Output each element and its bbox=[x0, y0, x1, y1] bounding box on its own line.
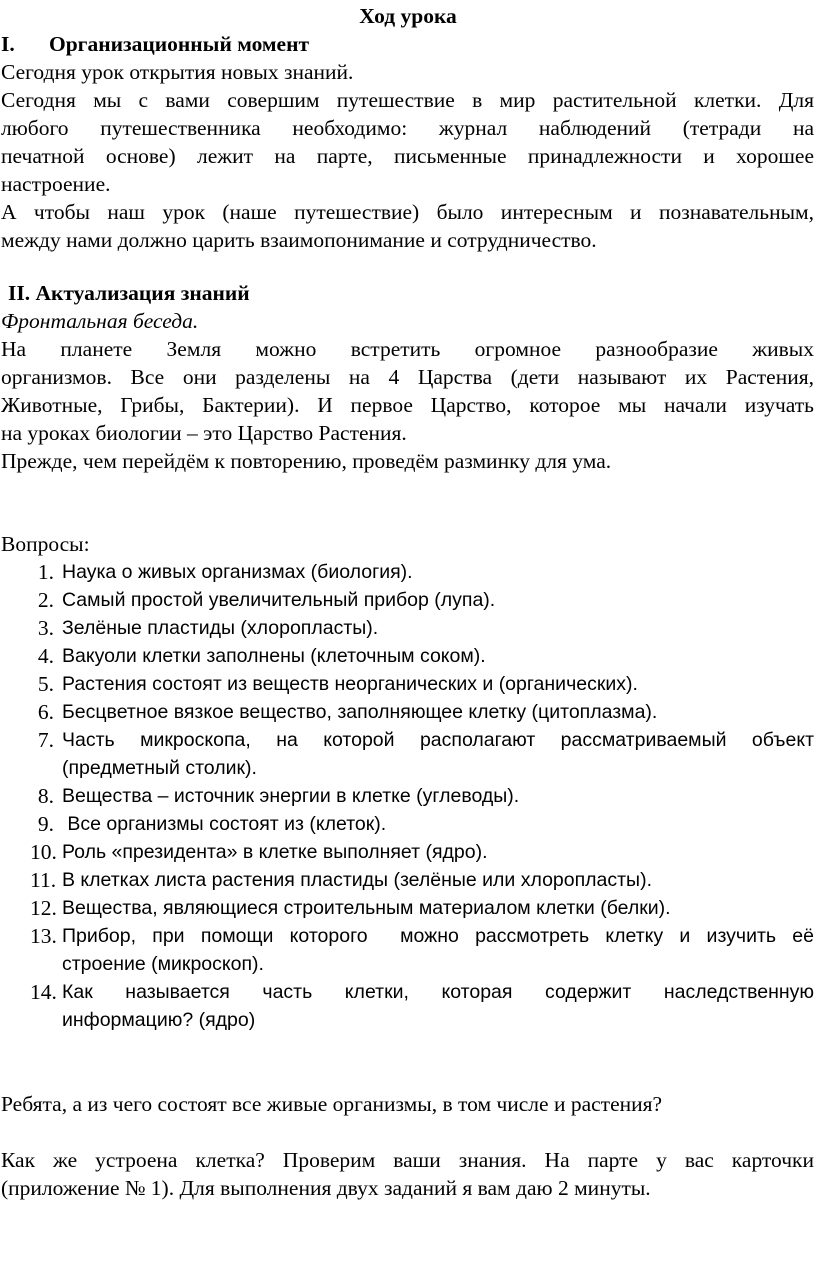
section-1-paragraph-2-line: настроение. bbox=[1, 172, 111, 196]
section-2-paragraph-1-line: Животные, Грибы, Бактерии). И первое Царство, которое мы начали изучать bbox=[1, 393, 814, 417]
questions-label: Вопросы: bbox=[1, 532, 90, 556]
section-1-number: I. bbox=[1, 32, 15, 56]
section-1-paragraph-2-line: Сегодня мы с вами совершим путешествие в мир растительной клетки. Для bbox=[1, 88, 814, 112]
question-number: 11. bbox=[30, 868, 57, 892]
question-text: Роль «президента» в клетке выполняет (ядро). bbox=[62, 841, 488, 863]
section-1-paragraph-3-line: А чтобы наш урок (наше путешествие) было интересным и познавательным, bbox=[1, 200, 814, 224]
question-text: Все организмы состоят из (клеток). bbox=[62, 813, 387, 835]
section-2-subheading: Фронтальная беседа. bbox=[1, 309, 199, 333]
question-number: 5. bbox=[37, 672, 54, 696]
section-2-heading: II. Актуализация знаний bbox=[8, 281, 250, 305]
section-2-paragraph-1-line: организмов. Все они разделены на 4 Царства (дети называют их Растения, bbox=[1, 365, 814, 389]
closing-paragraph-2-line: Как же устроена клетка? Проверим ваши знания. На парте у вас карточки bbox=[1, 1148, 814, 1172]
section-1-paragraph-2-line: любого путешественника необходимо: журнал наблюдений (тетради на bbox=[1, 116, 814, 140]
question-text: Растения состоят из веществ неорганических и (органических). bbox=[62, 673, 638, 695]
question-text-continuation: информацию? (ядро) bbox=[62, 1009, 256, 1031]
question-text: Как называется часть клетки, которая содержит наследственную bbox=[62, 981, 814, 1003]
section-1-paragraph-2-line: печатной основе) лежит на парте, письменные принадлежности и хорошее bbox=[1, 144, 814, 168]
question-text: Самый простой увеличительный прибор (лупа). bbox=[62, 589, 496, 611]
question-number: 13. bbox=[30, 924, 57, 948]
question-number: 7. bbox=[37, 728, 54, 752]
closing-paragraph-1: Ребята, а из чего состоят все живые организмы, в том числе и растения? bbox=[1, 1092, 663, 1116]
section-1-paragraph-1: Сегодня урок открытия новых знаний. bbox=[1, 60, 354, 84]
question-number: 14. bbox=[30, 980, 57, 1004]
section-2-paragraph-2: Прежде, чем перейдём к повторению, проведём разминку для ума. bbox=[1, 449, 612, 473]
question-text: Наука о живых организмах (биология). bbox=[62, 561, 413, 583]
section-2-paragraph-1-line: На планете Земля можно встретить огромное разнообразие живых bbox=[1, 337, 814, 361]
section-2-paragraph-1-line: на уроках биологии – это Царство Растения. bbox=[1, 421, 407, 445]
question-text: Часть микроскопа, на которой располагают рассматриваемый объект bbox=[62, 729, 814, 751]
question-text: Вещества, являющиеся строительным материалом клетки (белки). bbox=[62, 897, 671, 919]
question-text-continuation: строение (микроскоп). bbox=[62, 953, 264, 975]
question-number: 6. bbox=[37, 700, 54, 724]
question-number: 2. bbox=[37, 588, 54, 612]
question-number: 3. bbox=[37, 616, 54, 640]
closing-paragraph-2-line: (приложение № 1). Для выполнения двух заданий я вам даю 2 минуты. bbox=[1, 1176, 651, 1200]
question-text: В клетках листа растения пластиды (зелёные или хлоропласты). bbox=[62, 869, 652, 891]
question-number: 9. bbox=[37, 812, 54, 836]
question-text: Зелёные пластиды (хлоропласты). bbox=[62, 617, 379, 639]
question-text: Прибор, при помощи которого можно рассмотреть клетку и изучить её bbox=[62, 925, 814, 947]
question-text: Вакуоли клетки заполнены (клеточным соком). bbox=[62, 645, 486, 667]
question-number: 1. bbox=[37, 560, 54, 584]
question-number: 8. bbox=[37, 784, 54, 808]
question-number: 4. bbox=[37, 644, 54, 668]
question-number: 12. bbox=[30, 896, 57, 920]
question-text: Вещества – источник энергии в клетке (углеводы). bbox=[62, 785, 520, 807]
question-text: Бесцветное вязкое вещество, заполняющее клетку (цитоплазма). bbox=[62, 701, 658, 723]
question-number: 10. bbox=[30, 840, 57, 864]
page-title: Ход урока bbox=[359, 4, 457, 28]
section-1-heading: Организационный момент bbox=[49, 32, 310, 56]
question-text-continuation: (предметный столик). bbox=[62, 757, 257, 779]
section-1-paragraph-3-line: между нами должно царить взаимопонимание и сотрудничество. bbox=[1, 228, 597, 252]
